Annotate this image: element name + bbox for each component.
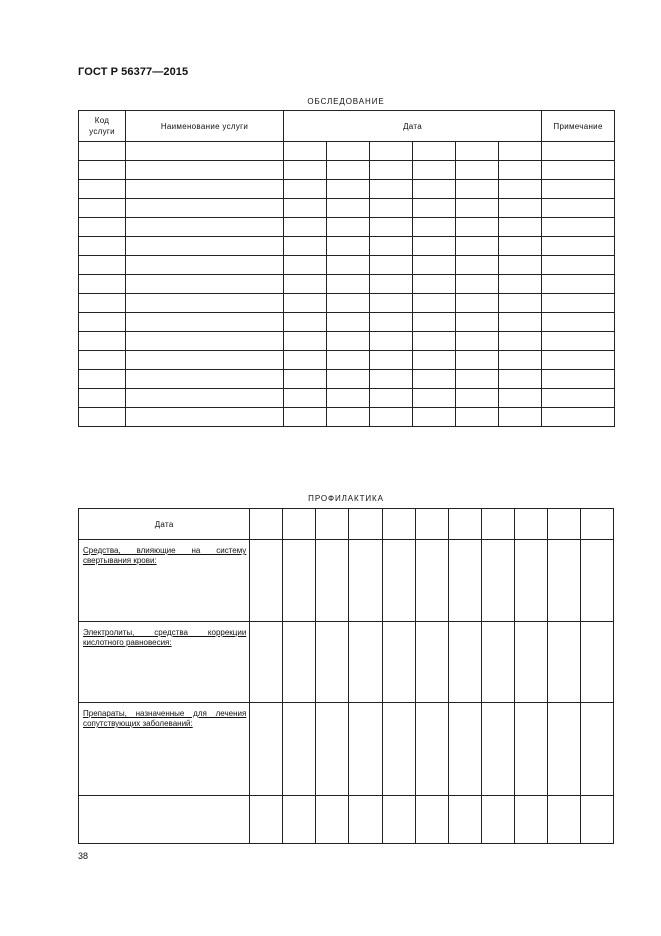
prophylaxis-cell bbox=[250, 540, 283, 622]
exam-cell bbox=[413, 142, 456, 161]
prophylaxis-cell bbox=[382, 703, 415, 796]
prophylaxis-cell bbox=[547, 540, 580, 622]
prophylaxis-cell bbox=[415, 540, 448, 622]
exam-cell bbox=[327, 218, 370, 237]
exam-cell bbox=[499, 199, 542, 218]
prophylaxis-cell bbox=[481, 540, 514, 622]
prophylaxis-cell bbox=[580, 703, 613, 796]
prophylaxis-cell bbox=[283, 796, 316, 844]
exam-cell bbox=[126, 389, 284, 408]
exam-row bbox=[79, 332, 615, 351]
prophylaxis-cell bbox=[448, 796, 481, 844]
prophylaxis-cell bbox=[382, 540, 415, 622]
exam-cell bbox=[370, 294, 413, 313]
prophylaxis-cell bbox=[514, 622, 547, 703]
exam-cell bbox=[542, 199, 615, 218]
prophylaxis-row bbox=[79, 703, 614, 796]
exam-cell bbox=[79, 199, 126, 218]
prophylaxis-cell bbox=[250, 622, 283, 703]
exam-cell bbox=[327, 237, 370, 256]
prophylaxis-cell bbox=[382, 796, 415, 844]
exam-table bbox=[78, 110, 615, 427]
header-date: Дата bbox=[284, 111, 542, 142]
prophylaxis-cell bbox=[250, 796, 283, 844]
exam-cell bbox=[79, 256, 126, 275]
exam-cell bbox=[413, 180, 456, 199]
exam-cell bbox=[370, 256, 413, 275]
exam-cell bbox=[370, 351, 413, 370]
document-title: ГОСТ Р 56377—2015 bbox=[78, 66, 189, 78]
exam-cell bbox=[126, 294, 284, 313]
exam-cell bbox=[126, 218, 284, 237]
date-cell bbox=[415, 509, 448, 540]
exam-cell bbox=[79, 180, 126, 199]
exam-cell bbox=[327, 142, 370, 161]
exam-cell bbox=[284, 199, 327, 218]
exam-cell bbox=[499, 256, 542, 275]
exam-cell bbox=[456, 256, 499, 275]
date-cell bbox=[580, 509, 613, 540]
exam-cell bbox=[413, 218, 456, 237]
exam-cell bbox=[542, 294, 615, 313]
exam-row bbox=[79, 199, 615, 218]
exam-cell bbox=[542, 237, 615, 256]
prophylaxis-cell bbox=[349, 703, 382, 796]
exam-cell bbox=[499, 275, 542, 294]
prophylaxis-cell bbox=[481, 703, 514, 796]
exam-row bbox=[79, 389, 615, 408]
exam-cell bbox=[327, 389, 370, 408]
prophylaxis-cell bbox=[283, 540, 316, 622]
prophylaxis-date-row bbox=[79, 509, 614, 540]
exam-cell bbox=[499, 161, 542, 180]
exam-cell bbox=[456, 237, 499, 256]
prophylaxis-cell bbox=[580, 622, 613, 703]
exam-table-caption: ОБСЛЕДОВАНИЕ bbox=[307, 97, 385, 106]
exam-cell bbox=[413, 332, 456, 351]
exam-cell bbox=[456, 218, 499, 237]
prophylaxis-cell bbox=[283, 703, 316, 796]
prophylaxis-cell bbox=[547, 703, 580, 796]
exam-cell bbox=[79, 389, 126, 408]
exam-row bbox=[79, 351, 615, 370]
exam-cell bbox=[413, 275, 456, 294]
header-service-name: Наименование услуги bbox=[126, 111, 284, 142]
prophylaxis-cell bbox=[547, 796, 580, 844]
exam-cell bbox=[126, 237, 284, 256]
prophylaxis-row-text: Электролиты, средства коррекции кислотного равновесия: bbox=[83, 628, 247, 647]
exam-cell bbox=[499, 142, 542, 161]
exam-cell bbox=[542, 351, 615, 370]
prophylaxis-cell bbox=[250, 703, 283, 796]
prophylaxis-row-text: Средства, влияющие на систему свертывания крови: bbox=[83, 546, 247, 565]
exam-cell bbox=[79, 275, 126, 294]
exam-row bbox=[79, 161, 615, 180]
exam-cell bbox=[126, 161, 284, 180]
prophylaxis-row-label bbox=[79, 622, 250, 703]
prophylaxis-cell bbox=[448, 703, 481, 796]
exam-cell bbox=[327, 256, 370, 275]
exam-cell bbox=[370, 408, 413, 427]
exam-cell bbox=[284, 275, 327, 294]
prophylaxis-cell bbox=[580, 540, 613, 622]
exam-header-row bbox=[79, 111, 615, 142]
exam-cell bbox=[327, 313, 370, 332]
exam-cell bbox=[370, 389, 413, 408]
exam-cell bbox=[370, 180, 413, 199]
date-cell bbox=[316, 509, 349, 540]
exam-cell bbox=[79, 370, 126, 389]
exam-cell bbox=[542, 332, 615, 351]
prophylaxis-row-label bbox=[79, 540, 250, 622]
prophylaxis-table bbox=[78, 508, 614, 844]
prophylaxis-cell bbox=[514, 703, 547, 796]
exam-cell bbox=[370, 199, 413, 218]
prophylaxis-row bbox=[79, 796, 614, 844]
exam-cell bbox=[79, 294, 126, 313]
exam-cell bbox=[456, 180, 499, 199]
prophylaxis-row bbox=[79, 540, 614, 622]
prophylaxis-cell bbox=[382, 622, 415, 703]
exam-cell bbox=[542, 218, 615, 237]
exam-row bbox=[79, 142, 615, 161]
exam-cell bbox=[456, 389, 499, 408]
date-cell bbox=[547, 509, 580, 540]
exam-cell bbox=[284, 161, 327, 180]
exam-cell bbox=[413, 256, 456, 275]
exam-cell bbox=[499, 237, 542, 256]
prophylaxis-row-label bbox=[79, 703, 250, 796]
date-label: Дата bbox=[79, 509, 250, 540]
exam-cell bbox=[370, 161, 413, 180]
prophylaxis-cell bbox=[415, 796, 448, 844]
exam-cell bbox=[126, 313, 284, 332]
exam-cell bbox=[456, 275, 499, 294]
prophylaxis-table-body bbox=[79, 540, 614, 844]
prophylaxis-cell bbox=[415, 703, 448, 796]
exam-cell bbox=[126, 408, 284, 427]
exam-cell bbox=[456, 142, 499, 161]
exam-cell bbox=[327, 332, 370, 351]
header-code: Код услуги bbox=[79, 111, 126, 142]
exam-row bbox=[79, 180, 615, 199]
prophylaxis-cell bbox=[547, 622, 580, 703]
prophylaxis-cell bbox=[283, 622, 316, 703]
exam-cell bbox=[126, 370, 284, 389]
exam-cell bbox=[284, 294, 327, 313]
exam-row bbox=[79, 237, 615, 256]
date-cell bbox=[283, 509, 316, 540]
exam-row bbox=[79, 218, 615, 237]
exam-cell bbox=[413, 351, 456, 370]
exam-cell bbox=[327, 161, 370, 180]
prophylaxis-cell bbox=[316, 703, 349, 796]
exam-cell bbox=[370, 332, 413, 351]
exam-cell bbox=[79, 351, 126, 370]
prophylaxis-cell bbox=[349, 796, 382, 844]
exam-cell bbox=[327, 294, 370, 313]
exam-cell bbox=[413, 161, 456, 180]
exam-cell bbox=[370, 142, 413, 161]
prophylaxis-cell bbox=[514, 540, 547, 622]
exam-cell bbox=[413, 370, 456, 389]
exam-cell bbox=[327, 199, 370, 218]
exam-cell bbox=[284, 313, 327, 332]
prophylaxis-row bbox=[79, 622, 614, 703]
exam-cell bbox=[542, 256, 615, 275]
exam-row bbox=[79, 294, 615, 313]
exam-cell bbox=[79, 313, 126, 332]
exam-cell bbox=[370, 237, 413, 256]
exam-cell bbox=[456, 313, 499, 332]
exam-cell bbox=[284, 256, 327, 275]
prophylaxis-cell bbox=[514, 796, 547, 844]
exam-row bbox=[79, 275, 615, 294]
exam-cell bbox=[413, 237, 456, 256]
exam-cell bbox=[413, 313, 456, 332]
exam-cell bbox=[284, 180, 327, 199]
exam-cell bbox=[542, 180, 615, 199]
prophylaxis-cell bbox=[316, 540, 349, 622]
exam-cell bbox=[370, 370, 413, 389]
prophylaxis-cell bbox=[415, 622, 448, 703]
exam-cell bbox=[542, 370, 615, 389]
exam-cell bbox=[456, 199, 499, 218]
exam-table-body bbox=[79, 142, 615, 427]
exam-cell bbox=[79, 218, 126, 237]
exam-cell bbox=[499, 332, 542, 351]
exam-cell bbox=[284, 237, 327, 256]
exam-cell bbox=[499, 313, 542, 332]
exam-cell bbox=[126, 332, 284, 351]
exam-cell bbox=[413, 294, 456, 313]
prophylaxis-cell bbox=[349, 540, 382, 622]
exam-cell bbox=[542, 142, 615, 161]
exam-row bbox=[79, 408, 615, 427]
prophylaxis-row-label bbox=[79, 796, 250, 844]
exam-cell bbox=[284, 370, 327, 389]
exam-row bbox=[79, 313, 615, 332]
exam-cell bbox=[327, 370, 370, 389]
exam-cell bbox=[284, 408, 327, 427]
date-cell bbox=[250, 509, 283, 540]
exam-cell bbox=[284, 389, 327, 408]
prophylaxis-cell bbox=[448, 622, 481, 703]
prophylaxis-cell bbox=[316, 622, 349, 703]
exam-cell bbox=[79, 408, 126, 427]
exam-cell bbox=[542, 408, 615, 427]
date-cell bbox=[382, 509, 415, 540]
date-cell bbox=[349, 509, 382, 540]
exam-cell bbox=[284, 351, 327, 370]
exam-cell bbox=[284, 332, 327, 351]
date-cell bbox=[514, 509, 547, 540]
exam-cell bbox=[126, 180, 284, 199]
exam-cell bbox=[126, 275, 284, 294]
exam-cell bbox=[79, 332, 126, 351]
exam-cell bbox=[126, 256, 284, 275]
prophylaxis-cell bbox=[580, 796, 613, 844]
exam-cell bbox=[284, 218, 327, 237]
prophylaxis-table-caption: ПРОФИЛАКТИКА bbox=[308, 494, 384, 503]
date-cell bbox=[481, 509, 514, 540]
prophylaxis-cell bbox=[448, 540, 481, 622]
exam-row bbox=[79, 256, 615, 275]
exam-cell bbox=[542, 389, 615, 408]
exam-cell bbox=[327, 275, 370, 294]
date-cell bbox=[448, 509, 481, 540]
exam-cell bbox=[413, 199, 456, 218]
header-note: Примечание bbox=[542, 111, 615, 142]
exam-cell bbox=[542, 313, 615, 332]
prophylaxis-cell bbox=[481, 622, 514, 703]
exam-cell bbox=[413, 408, 456, 427]
exam-cell bbox=[456, 370, 499, 389]
exam-cell bbox=[499, 408, 542, 427]
exam-cell bbox=[456, 332, 499, 351]
prophylaxis-row-text: Препараты, назначенные для лечения сопутствующих заболеваний: bbox=[83, 709, 247, 728]
exam-cell bbox=[370, 275, 413, 294]
exam-cell bbox=[370, 218, 413, 237]
exam-cell bbox=[456, 408, 499, 427]
exam-cell bbox=[327, 408, 370, 427]
exam-cell bbox=[126, 142, 284, 161]
exam-cell bbox=[499, 294, 542, 313]
prophylaxis-cell bbox=[481, 796, 514, 844]
exam-cell bbox=[327, 351, 370, 370]
exam-cell bbox=[126, 199, 284, 218]
exam-cell bbox=[456, 294, 499, 313]
exam-cell bbox=[499, 389, 542, 408]
exam-cell bbox=[284, 142, 327, 161]
exam-cell bbox=[499, 351, 542, 370]
exam-cell bbox=[542, 161, 615, 180]
page-number: 38 bbox=[78, 851, 89, 861]
prophylaxis-cell bbox=[349, 622, 382, 703]
exam-cell bbox=[126, 351, 284, 370]
exam-cell bbox=[79, 237, 126, 256]
prophylaxis-cell bbox=[316, 796, 349, 844]
exam-row bbox=[79, 370, 615, 389]
exam-cell bbox=[456, 351, 499, 370]
exam-cell bbox=[499, 370, 542, 389]
exam-cell bbox=[456, 161, 499, 180]
exam-cell bbox=[79, 142, 126, 161]
exam-cell bbox=[79, 161, 126, 180]
exam-cell bbox=[370, 313, 413, 332]
exam-cell bbox=[413, 389, 456, 408]
exam-cell bbox=[542, 275, 615, 294]
exam-cell bbox=[499, 218, 542, 237]
exam-cell bbox=[499, 180, 542, 199]
exam-cell bbox=[327, 180, 370, 199]
